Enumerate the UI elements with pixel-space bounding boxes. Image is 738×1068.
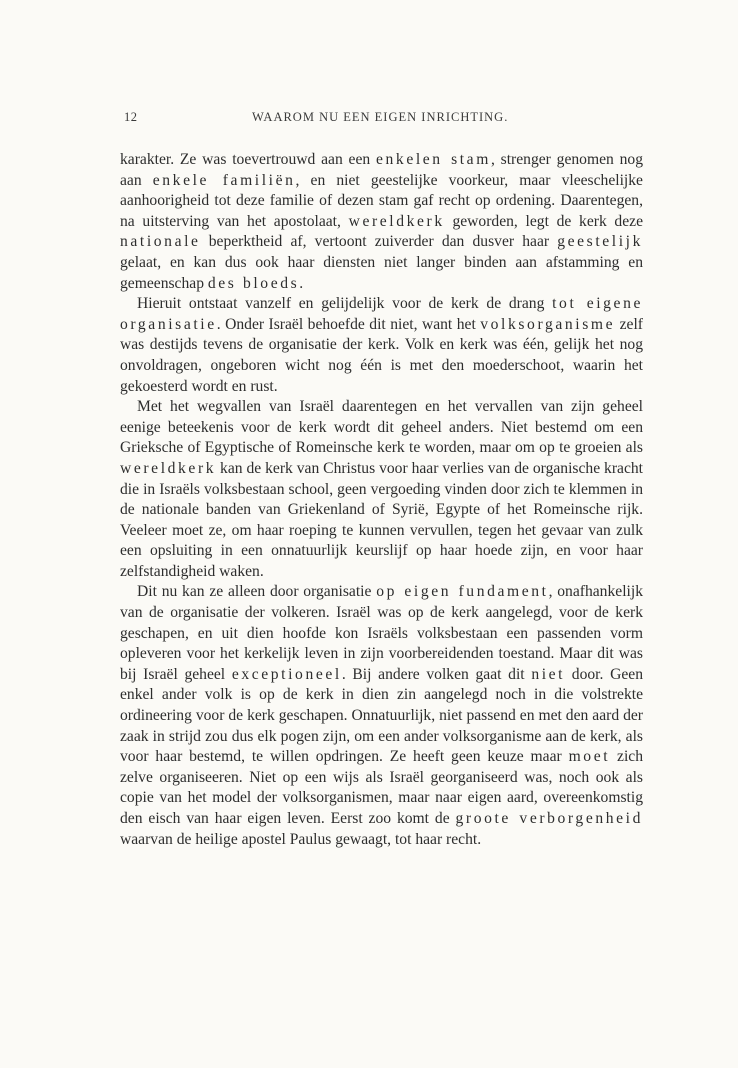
spaced-emphasis: nationale <box>120 233 201 251</box>
text-run: door. Geen enkel ander volk is op de kerk in dien zin aangelegd noch in die volstrekte ordineering voor de kerk geschapen. Onnatuurlijk, niet passend en met den aard der zaak in strijd zou dus elk pogen zijn, om een ander volksorganisme aan de kerk, als voor haar bestemd, te willen opdringen. Ze heeft geen keuze maar <box>120 665 643 766</box>
text-run: beperktheid af, vertoont zuiverder dan dusver haar <box>200 233 558 251</box>
text-run: gelaat, en kan dus ook haar diensten niet langer binden aan afstamming en gemeenschap <box>120 253 643 292</box>
text-run: waarvan de heilige apostel Paulus gewaagt, tot haar recht. <box>120 830 482 848</box>
text-run: . Onder Israël behoefde dit niet, want het <box>216 315 481 333</box>
text-run: . <box>299 274 304 292</box>
spaced-emphasis: niet <box>531 665 566 683</box>
text-run: , en niet geestelijke voorkeur, maar vleeschelijke aanhoorigheid tot deze familie of dezen stam gaf recht op ordening. Daarentegen, na uitsterving van het apostolaat, <box>120 171 643 230</box>
spaced-emphasis: des bloeds <box>207 274 300 292</box>
spaced-emphasis: volksorganisme <box>480 315 616 333</box>
running-title: WAAROM NU EEN EIGEN INRICHTING. <box>252 110 509 124</box>
text-run: geworden, legt de kerk deze <box>444 212 643 230</box>
paragraph-3 <box>120 397 643 582</box>
paragraph-4 <box>120 582 643 850</box>
text-run: Dit nu kan ze alleen door organisatie <box>137 583 377 601</box>
page-number: 12 <box>124 110 138 124</box>
spaced-emphasis: wereldkerk <box>348 212 445 230</box>
text-run: kan de kerk van Christus voor haar verlies van de organische kracht die in Israëls volksbestaan school, geen vergoeding vinden door zich te klemmen in de nationale banden van Griekenland of Syrië, Egypte of het Romeinsche rijk. Veeleer moet ze, om haar roeping te kunnen vervullen, tegen het gevaar van zulk een opsluiting in een onnatuurlijk keurslijf op haar hoede zijn, en voor haar zelfstandigheid waken. <box>120 459 643 580</box>
text-run: , strenger genomen nog aan <box>120 151 643 189</box>
text-run: zich zelve organiseeren. Niet op een wijs als Israël georganiseerd was, noch ook als copie van het model der volksorganismen, maar naar eigen aard, overeenkomstig den eisch van haar eigen leven. Eerst zoo komt de <box>120 748 643 827</box>
text-run: Hieruit ontstaat vanzelf en gelijdelijk voor de kerk de drang <box>137 295 553 313</box>
text-run: karakter. Ze was toevertrouwd aan een <box>120 151 376 168</box>
spaced-emphasis: wereldkerk <box>120 459 217 477</box>
body-text <box>120 150 643 850</box>
spaced-emphasis: enkele familiën <box>152 171 296 189</box>
paragraph-2 <box>120 294 643 397</box>
spaced-emphasis: geestelijk <box>557 233 643 251</box>
spaced-emphasis: exceptioneel <box>231 665 342 683</box>
paragraph-1 <box>120 150 643 294</box>
text-run: zelf was destijds tevens de organisatie der kerk. Volk en kerk was één, gelijk het nog onvoldragen, ongeboren wicht nog één is met den moederschoot, waarin het gekoesterd wordt en rust. <box>120 315 643 395</box>
text-run: Met het wegvallen van Israël daarentegen en het vervallen van zijn geheel eenige beteekenis voor de kerk wordt dit geheel anders. Niet bestemd om een Grieksche of Egyptische of Romeinsche kerk te worden, maar om op te groeien als <box>120 398 643 457</box>
spaced-emphasis: op eigen fundament <box>376 583 549 601</box>
spaced-emphasis: moet <box>568 748 611 766</box>
text-run: . Bij andere volken gaat dit <box>341 665 532 683</box>
spaced-emphasis: groote verborgenheid <box>455 810 643 827</box>
text-run: , onafhankelijk van de organisatie der volkeren. Israël was op de kerk aangelegd, voor de kerk geschapen, en uit dien hoofde kon Israëls volksbestaan een passenden vorm opleveren voor het kerkelijk leven in zijn voorbereidenden toestand. Maar dit was bij Israël geheel <box>120 583 643 683</box>
spaced-emphasis: enkelen stam <box>376 151 491 168</box>
spaced-emphasis: tot eigene organisatie <box>120 295 643 333</box>
